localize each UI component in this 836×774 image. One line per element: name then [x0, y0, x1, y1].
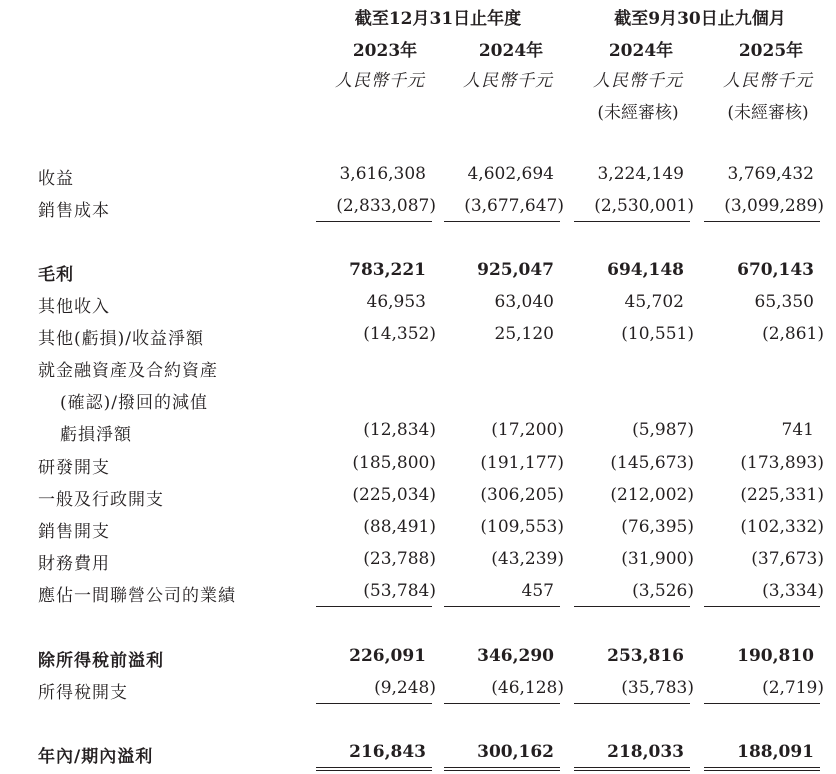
value-2023: 783,221	[349, 260, 426, 280]
row-gross-profit	[0, 260, 836, 290]
value-2024-9m: (2,530,001)	[594, 196, 694, 216]
value-2024-fy: 457	[521, 581, 554, 601]
value-2024-fy: (43,239)	[491, 549, 564, 569]
header-group-nine-months: 截至9月30日止九個月	[614, 9, 786, 29]
value-2024-9m: (145,673)	[610, 453, 694, 473]
row-label: 銷售成本	[38, 201, 110, 221]
row-label: 銷售開支	[38, 522, 110, 542]
value-2024-fy: 300,162	[477, 742, 554, 762]
value-2024-fy: (306,205)	[480, 485, 564, 505]
row-selling-expenses	[0, 517, 836, 547]
row-label: 毛利	[38, 265, 74, 285]
row-label: 就金融資產及合約資產	[38, 361, 218, 381]
unit-col-3: 人民幣千元	[593, 71, 683, 91]
row-revenue	[0, 164, 836, 194]
value-2023: (88,491)	[363, 517, 436, 537]
row-label: 虧損淨額	[60, 425, 132, 445]
value-2025-9m: (2,861)	[762, 324, 824, 344]
value-2024-9m: 3,224,149	[597, 164, 684, 184]
value-2025-9m: (102,332)	[740, 517, 824, 537]
value-2024-fy: (46,128)	[491, 678, 564, 698]
value-2024-fy: 25,120	[494, 324, 554, 344]
row-label: 年內/期內溢利	[38, 747, 154, 767]
row-rnd-expenses	[0, 453, 836, 483]
row-label: 所得稅開支	[38, 683, 128, 703]
value-2024-9m: (212,002)	[610, 485, 694, 505]
row-label: 一般及行政開支	[38, 490, 164, 510]
unit-col-2: 人民幣千元	[463, 71, 553, 91]
row-impairment-heading-2	[0, 388, 836, 418]
value-2023: (2,833,087)	[336, 196, 436, 216]
value-2024-fy: (3,677,647)	[464, 196, 564, 216]
row-impairment-net	[0, 420, 836, 450]
value-2024-9m: (31,900)	[621, 549, 694, 569]
value-2023: 226,091	[349, 646, 426, 666]
subtotal-rule-1	[316, 221, 432, 222]
year-2024-9m: 2024年	[608, 41, 674, 61]
value-2025-9m: 741	[781, 420, 814, 440]
total-double-rule-4	[704, 767, 820, 771]
value-2023: 3,616,308	[339, 164, 426, 184]
year-2023: 2023年	[352, 41, 418, 61]
year-2025-9m: 2025年	[738, 41, 804, 61]
value-2024-fy: (17,200)	[491, 420, 564, 440]
row-label: 其他收入	[38, 297, 110, 317]
subtotal-rule-3	[574, 221, 690, 222]
total-double-rule-1	[316, 767, 432, 771]
row-label: 其他(虧損)/收益淨額	[38, 329, 204, 349]
row-label: 收益	[38, 169, 74, 189]
year-2024-fy: 2024年	[478, 41, 544, 61]
value-2024-9m: (10,551)	[621, 324, 694, 344]
value-2024-fy: 346,290	[477, 646, 554, 666]
value-2023: (14,352)	[363, 324, 436, 344]
value-2023: (225,034)	[352, 485, 436, 505]
row-label: 財務費用	[38, 554, 110, 574]
value-2023: (23,788)	[363, 549, 436, 569]
total-double-rule-3	[574, 767, 690, 771]
value-2023: (185,800)	[352, 453, 436, 473]
subtotal-rule-2	[444, 606, 560, 607]
value-2025-9m: 670,143	[737, 260, 814, 280]
value-2024-9m: (3,526)	[632, 581, 694, 601]
value-2025-9m: (37,673)	[751, 549, 824, 569]
value-2024-fy: (109,553)	[480, 517, 564, 537]
subtotal-rule-2	[444, 703, 560, 704]
value-2024-9m: (35,783)	[621, 678, 694, 698]
unit-col-4: 人民幣千元	[723, 71, 813, 91]
value-2024-9m: 253,816	[607, 646, 684, 666]
row-label: (確認)/撥回的減值	[60, 393, 208, 413]
subtotal-rule-4	[704, 703, 820, 704]
subtotal-rule-4	[704, 606, 820, 607]
value-2023: (9,248)	[374, 678, 436, 698]
value-2024-9m: (5,987)	[632, 420, 694, 440]
value-2024-9m: 694,148	[607, 260, 684, 280]
value-2025-9m: 65,350	[754, 292, 814, 312]
subtotal-rule-1	[316, 703, 432, 704]
value-2024-fy: 925,047	[477, 260, 554, 280]
row-label: 應佔一間聯營公司的業績	[38, 586, 236, 606]
value-2024-fy: (191,177)	[480, 453, 564, 473]
row-admin-expenses	[0, 485, 836, 515]
row-label: 研發開支	[38, 458, 110, 478]
header-group-year: 截至12月31日止年度	[354, 9, 522, 29]
value-2023: 46,953	[366, 292, 426, 312]
value-2025-9m: (2,719)	[762, 678, 824, 698]
subtotal-rule-3	[574, 703, 690, 704]
subtotal-rule-3	[574, 606, 690, 607]
row-other-income	[0, 292, 836, 322]
value-2023: (12,834)	[363, 420, 436, 440]
value-2025-9m: 190,810	[737, 646, 814, 666]
subtotal-rule-2	[444, 221, 560, 222]
value-2024-fy: 4,602,694	[467, 164, 554, 184]
row-profit-before-tax	[0, 646, 836, 676]
value-2025-9m: (3,334)	[762, 581, 824, 601]
total-double-rule-2	[444, 767, 560, 771]
value-2025-9m: 3,769,432	[727, 164, 814, 184]
value-2024-fy: 63,040	[494, 292, 554, 312]
subtotal-rule-4	[704, 221, 820, 222]
unaudited-col-4: (未經審核)	[727, 103, 809, 123]
subtotal-rule-1	[316, 606, 432, 607]
value-2025-9m: 188,091	[737, 742, 814, 762]
value-2025-9m: (173,893)	[740, 453, 824, 473]
row-label: 除所得稅前溢利	[38, 651, 164, 671]
unit-col-1: 人民幣千元	[335, 71, 425, 91]
value-2024-9m: (76,395)	[621, 517, 694, 537]
row-finance-costs	[0, 549, 836, 579]
value-2023: 216,843	[349, 742, 426, 762]
value-2025-9m: (225,331)	[740, 485, 824, 505]
value-2025-9m: (3,099,289)	[724, 196, 824, 216]
value-2024-9m: 45,702	[624, 292, 684, 312]
value-2023: (53,784)	[363, 581, 436, 601]
value-2024-9m: 218,033	[607, 742, 684, 762]
row-impairment-heading-1	[0, 356, 836, 386]
row-other-gains-losses	[0, 324, 836, 354]
unaudited-col-3: (未經審核)	[597, 103, 679, 123]
